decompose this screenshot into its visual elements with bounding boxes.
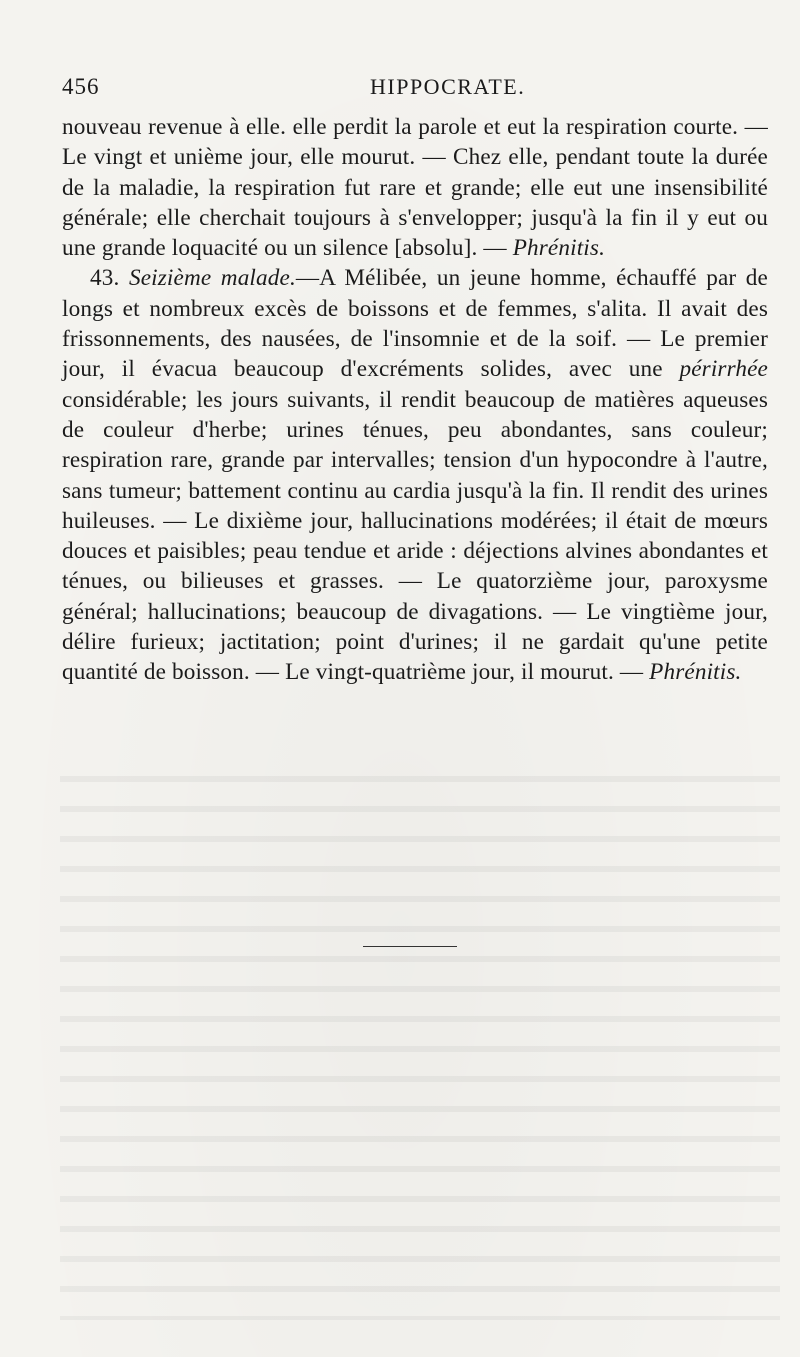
page-header xyxy=(62,70,782,106)
diagnosis-label: Phrénitis. xyxy=(649,659,742,686)
page-number: 456 xyxy=(62,74,100,99)
paragraph-text: —A Mélibée, un jeune homme, échauffé par de longs et nombreux excès de boissons et de femmes, s'alita. Il avait des frissonnements, des nausées, de l'insomnie et de la soif. — Le premier jour, il évacua beaucoup d'excréments solides, avec une xyxy=(62,265,768,383)
italic-term: périrrhée xyxy=(679,356,768,383)
diagnosis-label: Phrénitis. xyxy=(512,235,606,262)
case-title: Seizième malade. xyxy=(128,265,296,292)
paragraph-continuation xyxy=(62,112,768,263)
paragraph-case-43 xyxy=(62,263,768,687)
case-number: 43. xyxy=(90,265,129,292)
text-body xyxy=(62,112,768,688)
paragraph-text: nouveau revenue à elle. elle perdit la parole et eut la respiration courte. — Le vingt et unième jour, elle mourut. — Chez elle, pendant toute la durée de la maladie, la respiration fut rare et grande; elle eut une insensibilité générale; elle cherchait toujours à s'envelopper; jusqu'à la fin il y eut ou une grande loquacité ou un silence [absolu]. — xyxy=(62,114,768,262)
paragraph-text: considérable; les jours suivants, il rendit beaucoup de matières aqueuses de couleur d'herbe; urines ténues, peu abondantes, sans couleur; respiration rare, grande par intervalles; tension d'un hypocondre à l'autre, sans tumeur; battement continu au cardia jusqu'à la fin. Il rendit des urines huileuses. — Le dixième jour, hallucinations modérées; il était de mœurs douces et paisibles; peau tendue et aride : déjections alvines abondantes et ténues, ou bilieuses et grasses. — Le quatorzième jour, paroxysme général; hallucinations; beaucoup de divagations. — Le vingtième jour, délire furieux; jactitation; point d'urines; il ne gardait qu'une petite quantité de boisson. — Le vingt-quatrième jour, il mourut. — xyxy=(62,386,768,686)
show-through-texture xyxy=(60,760,780,1320)
running-head: HIPPOCRATE. xyxy=(370,74,526,99)
section-divider xyxy=(363,946,457,947)
